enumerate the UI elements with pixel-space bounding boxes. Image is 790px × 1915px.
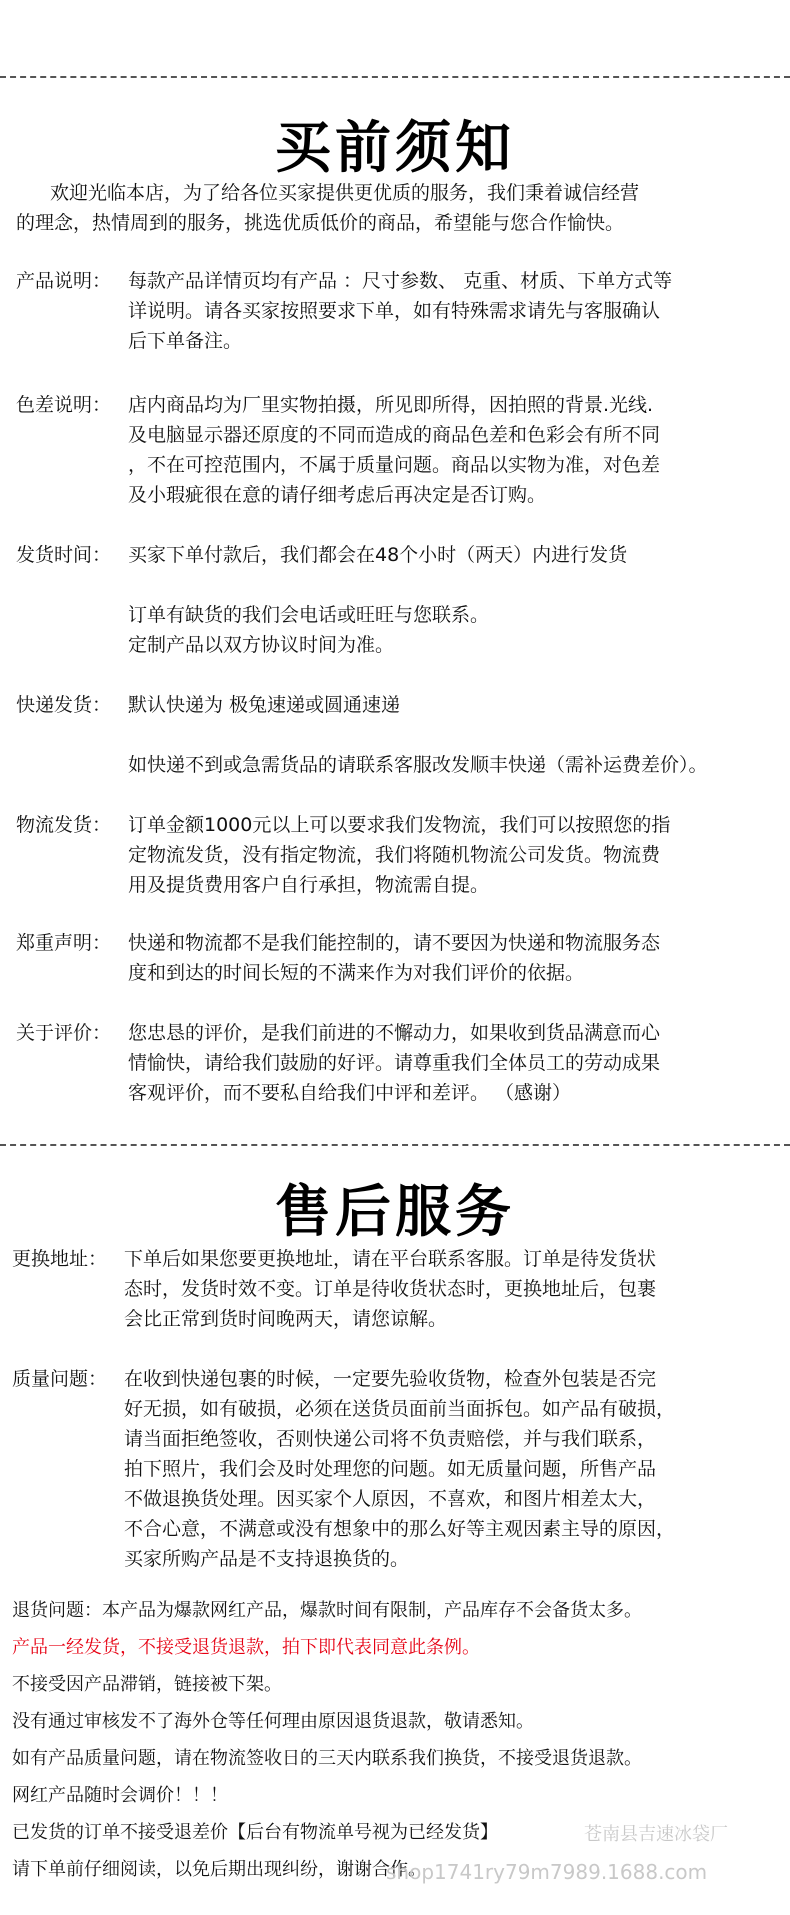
note-shipped-order: 已发货的订单不接受退差价【后台有物流单号视为已经发货】	[12, 1822, 498, 1843]
note-delisting: 不接受因产品滞销，链接被下架。	[12, 1674, 282, 1695]
label-shipping-time: 发货时间：	[16, 544, 112, 566]
text-line: 店内商品均为厂里实物拍摄，所见即所得，因拍照的背景.光线.	[128, 394, 654, 416]
label-declaration: 郑重声明：	[16, 932, 112, 954]
text-line: 度和到达的时间长短的不满来作为对我们评价的依据。	[128, 962, 585, 984]
content-review	[128, 1018, 660, 1108]
intro-line-2: 的理念，热情周到的服务，挑选优质低价的商品，希望能与您合作愉快。	[16, 212, 625, 234]
label-quality: 质量问题：	[12, 1368, 108, 1390]
content-declaration	[128, 928, 660, 988]
text-line: ，不在可控范围内，不属于质量问题。商品以实物为准，对色差	[128, 454, 661, 476]
note-price-adjust: 网红产品随时会调价！！！	[12, 1785, 228, 1806]
text-line: 及小瑕疵很在意的请仔细考虑后再决定是否订购。	[128, 484, 547, 506]
content-express-extra	[128, 750, 708, 780]
text-line: 情愉快，请给我们鼓励的好评。请尊重我们全体员工的劳动成果	[128, 1052, 661, 1074]
label-product-info: 产品说明：	[16, 270, 112, 292]
text-line: 订单金额1000元以上可以要求我们发物流，我们可以按照您的指	[128, 814, 671, 836]
content-quality	[124, 1364, 675, 1574]
text-line: 详说明。请各买家按照要求下单，如有特殊需求请先与客服确认	[128, 300, 661, 322]
text-line: 如快递不到或急需货品的请联系客服改发顺丰快递（需补运费差价）。	[128, 754, 708, 776]
note-quality-exchange: 如有产品质量问题，请在物流签收日的三天内联系我们换货，不接受退货退款。	[12, 1748, 642, 1769]
content-color-diff	[128, 390, 660, 510]
label-review: 关于评价：	[16, 1022, 112, 1044]
text-line: 态时，发货时效不变。订单是待收货状态时，更换地址后，包裹	[124, 1278, 657, 1300]
label-express: 快递发货：	[16, 694, 112, 716]
text-line: 定制产品以双方协议时间为准。	[128, 634, 395, 656]
label-change-address: 更换地址：	[12, 1248, 108, 1270]
text-line: 您忠恳的评价，是我们前进的不懈动力，如果收到货品满意而心	[128, 1022, 661, 1044]
text-line: 用及提货费用客户自行承担，物流需自提。	[128, 874, 490, 896]
middle-divider	[0, 1144, 790, 1146]
text-line: 买家所购产品是不支持退换货的。	[124, 1548, 410, 1570]
content-express	[128, 690, 400, 720]
note-read-carefully: 请下单前仔细阅读，以免后期出现纠纷，谢谢合作。	[12, 1859, 426, 1880]
text-line: 不合心意，不满意或没有想象中的那么好等主观因素主导的原因，	[124, 1518, 676, 1540]
top-divider	[0, 76, 790, 78]
text-line: 好无损，如有破损，必须在送货员面前当面拆包。如产品有破损，	[124, 1398, 676, 1420]
text-line: 不做退换货处理。因买家个人原因，不喜欢，和图片相差太大，	[124, 1488, 657, 1510]
section-title-after-sales: 售后服务	[275, 1180, 515, 1245]
text-line: 拍下照片，我们会及时处理您的问题。如无质量问题，所售产品	[124, 1458, 657, 1480]
text-line: 买家下单付款后，我们都会在48个小时（两天）内进行发货	[128, 544, 628, 566]
text-line: 及电脑显示器还原度的不同而造成的商品色差和色彩会有所不同	[128, 424, 661, 446]
text-line: 快递和物流都不是我们能控制的，请不要因为快递和物流服务态	[128, 932, 661, 954]
text-line: 请当面拒绝签收，否则快递公司将不负责赔偿，并与我们联系，	[124, 1428, 657, 1450]
label-logistics: 物流发货：	[16, 814, 112, 836]
note-no-refund-warning: 产品一经发货，不接受退货退款，拍下即代表同意此条例。	[12, 1637, 480, 1658]
text-line: 默认快递为 极兔速递或圆通速递	[128, 694, 401, 716]
text-line: 会比正常到货时间晚两天，请您谅解。	[124, 1308, 448, 1330]
section-title-pre-purchase: 买前须知	[275, 116, 515, 181]
text-line: 客观评价，而不要私自给我们中评和差评。 （感谢）	[128, 1082, 572, 1104]
content-logistics	[128, 810, 670, 900]
text-line: 后下单备注。	[128, 330, 243, 352]
content-shipping-extra	[128, 600, 489, 660]
note-overseas-warehouse: 没有通过审核发不了海外仓等任何理由原因退货退款，敬请悉知。	[12, 1711, 534, 1732]
content-shipping-time	[128, 540, 627, 570]
content-product-info	[128, 266, 672, 356]
note-return-policy: 退货问题：本产品为爆款网红产品，爆款时间有限制，产品库存不会备货太多。	[12, 1600, 642, 1621]
watermark-shop-name: 苍南县吉速冰袋厂	[584, 1824, 728, 1845]
watermark-shop-url: shop1741ry79m7989.1688.com	[386, 1860, 708, 1884]
text-line: 下单后如果您要更换地址，请在平台联系客服。订单是待发货状	[124, 1248, 657, 1270]
label-color-diff: 色差说明：	[16, 394, 112, 416]
text-line: 每款产品详情页均有产品 ：尺寸参数、 克重、材质、下单方式等	[128, 270, 673, 292]
text-line: 订单有缺货的我们会电话或旺旺与您联系。	[128, 604, 490, 626]
text-line: 定物流发货，没有指定物流，我们将随机物流公司发货。物流费	[128, 844, 661, 866]
content-change-address	[124, 1244, 656, 1334]
intro-line-1: 欢迎光临本店，为了给各位买家提供更优质的服务，我们秉着诚信经营	[50, 182, 640, 204]
text-line: 在收到快递包裹的时候，一定要先验收货物，检查外包装是否完	[124, 1368, 657, 1390]
